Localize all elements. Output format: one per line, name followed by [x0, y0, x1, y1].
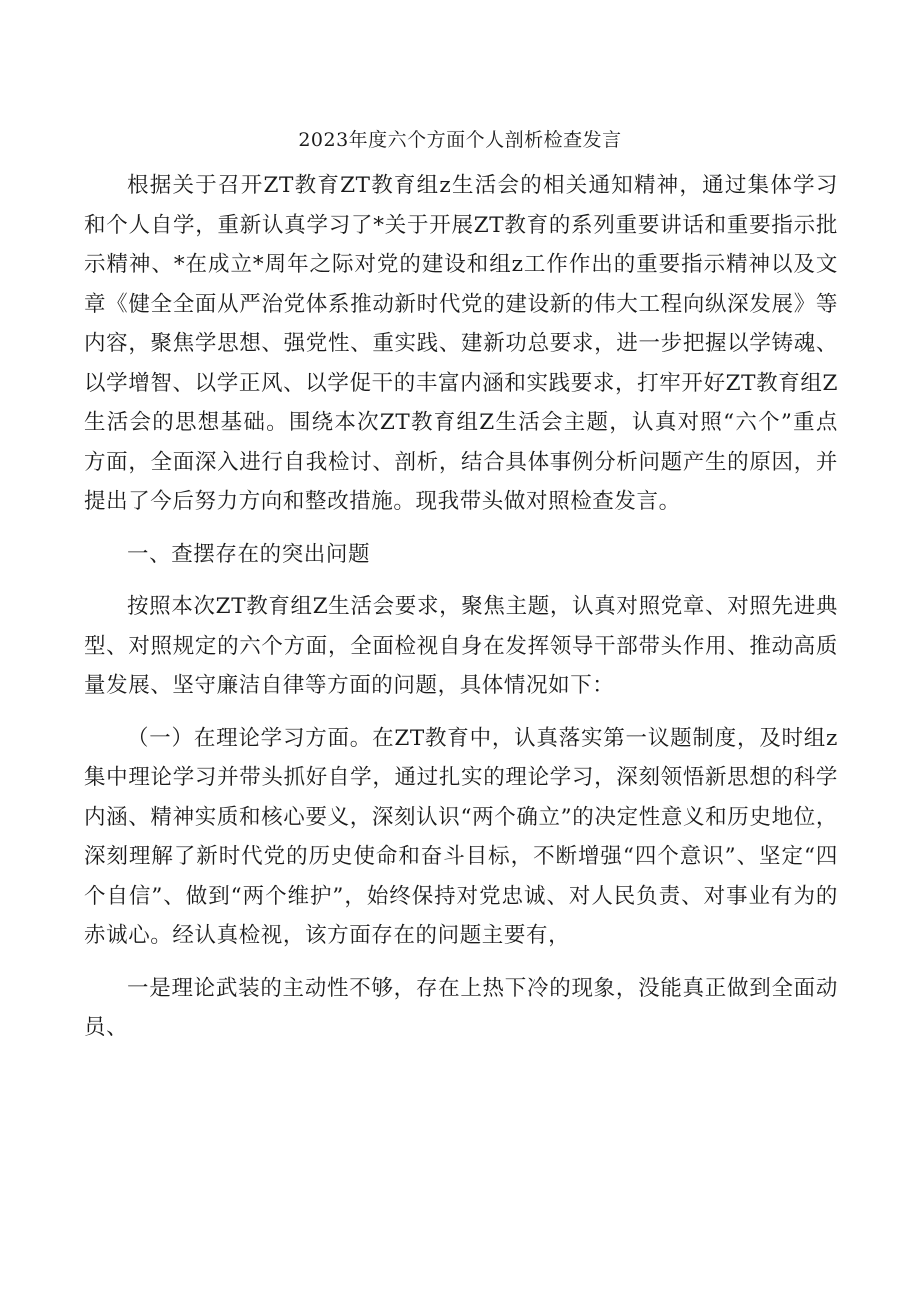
section-heading-1: 一、查摆存在的突出问题	[127, 541, 371, 567]
spacer	[84, 956, 838, 969]
spacer	[84, 574, 838, 587]
document-title: 2023年度六个方面个人剖析检查发言	[298, 129, 622, 151]
paragraph-theory-study: （一）在理论学习方面。在ZT教育中，认真落实第一议题制度，及时组z集中理论学习并带头抓好自学，通过扎实的理论学习，深刻领悟新思想的科学内涵、精神实质和核心要义，深刻认识“两个确立”的决定性意义和历史地位，深刻理解了新时代党的历史使命和奋斗目标，不断增强“四个意识”、坚定“四个自信”、做到“两个维护”，始终保持对党忠诚、对人民负责、对事业有为的赤诚心。经认真检视，该方面存在的问题主要有，	[84, 725, 838, 948]
paragraph-intro: 根据关于召开ZT教育ZT教育组z生活会的相关通知精神，通过集体学习和个人自学，重新认真学习了*关于开展ZT教育的系列重要讲话和重要指示批示精神、*在成立*周年之际对党的建设和组z工作作出的重要指示精神以及文章《健全全面从严治党体系推动新时代党的建设新的伟大工程向纵深发展》等内容，聚焦学思想、强党性、重实践、建新功总要求，进一步把握以学铸魂、以学增智、以学正风、以学促干的丰富内涵和实践要求，打牢开好ZT教育组Z生活会的思想基础。围绕本次ZT教育组Z生活会主题，认真对照“六个”重点方面，全面深入进行自我检讨、剖析，结合具体事例分析问题产生的原因，并提出了今后努力方向和整改措施。现我带头做对照检查发言。	[84, 173, 838, 514]
spacer	[84, 706, 838, 719]
paragraph-requirements: 按照本次ZT教育组Z生活会要求，聚焦主题，认真对照党章、对照先进典型、对照规定的六个方面，全面检视自身在发挥领导干部带头作用、推动高质量发展、坚守廉洁自律等方面的问题，具体情况如下：	[84, 594, 838, 698]
paragraph-issue-one: 一是理论武装的主动性不够，存在上热下冷的现象，没能真正做到全面动员、	[84, 975, 838, 1040]
spacer	[84, 522, 838, 535]
document-body	[84, 166, 838, 1048]
